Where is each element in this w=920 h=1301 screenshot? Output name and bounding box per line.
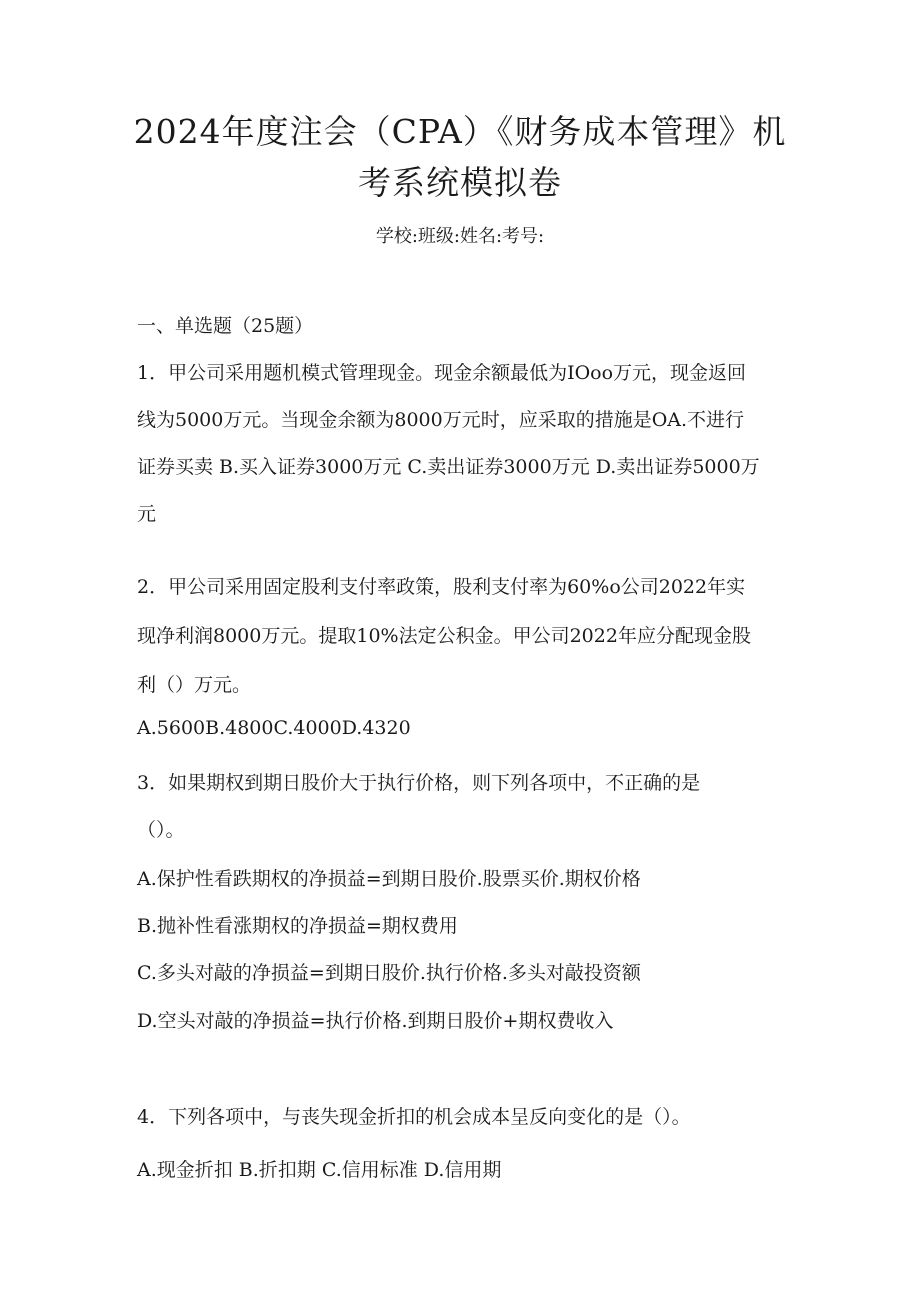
- question-1-line-3: 证券买卖 B.买入证券3000万元 C.卖出证券3000万元 D.卖出证券5000万: [137, 456, 760, 478]
- question-4-line-1: 4．下列各项中，与丧失现金折扣的机会成本呈反向变化的是（）。: [137, 1106, 691, 1128]
- question-2-line-2: 现净利润8000万元。提取10%法定公积金。甲公司2022年应分配现金股: [137, 625, 751, 647]
- page-title-line-2: 考系统模拟卷: [358, 163, 562, 202]
- question-3-line-1: 3．如果期权到期日股价大于执行价格，则下列各项中，不正确的是: [137, 772, 701, 794]
- question-2-options: A.5600B.4800C.4000D.4320: [137, 717, 411, 739]
- question-3-option-c: C.多头对敲的净损益=到期日股价.执行价格.多头对敲投资额: [137, 962, 641, 984]
- question-3-line-2: （）。: [137, 819, 185, 841]
- question-2-line-3: 利（）万元。: [137, 674, 252, 696]
- question-2-line-1: 2．甲公司采用固定股利支付率政策，股利支付率为60%o公司2022年实: [137, 576, 746, 598]
- question-3-option-b: B.抛补性看涨期权的净损益=期权费用: [137, 915, 458, 937]
- question-1-line-1: 1．甲公司采用题机模式管理现金。现金余额最低为IOoo万元，现金返回: [137, 362, 747, 384]
- question-1-line-4: 元: [137, 503, 157, 525]
- section-heading: 一、单选题（25题）: [137, 315, 314, 337]
- question-4-options: A.现金折扣 B.折扣期 C.信用标准 D.信用期: [137, 1159, 502, 1181]
- question-1-line-2: 线为5000万元。当现金余额为8000万元时，应采取的措施是OA.不进行: [137, 409, 745, 431]
- question-3-option-d: D.空头对敲的净损益=执行价格.到期日股价+期权费收入: [137, 1010, 614, 1032]
- page-title-line-1: 2024年度注会（CPA）《财务成本管理》机: [133, 112, 787, 151]
- question-3-option-a: A.保护性看跌期权的净损益=到期日股价.股票买价.期权价格: [137, 868, 641, 890]
- student-info-line: 学校:班级:姓名:考号:: [375, 226, 545, 247]
